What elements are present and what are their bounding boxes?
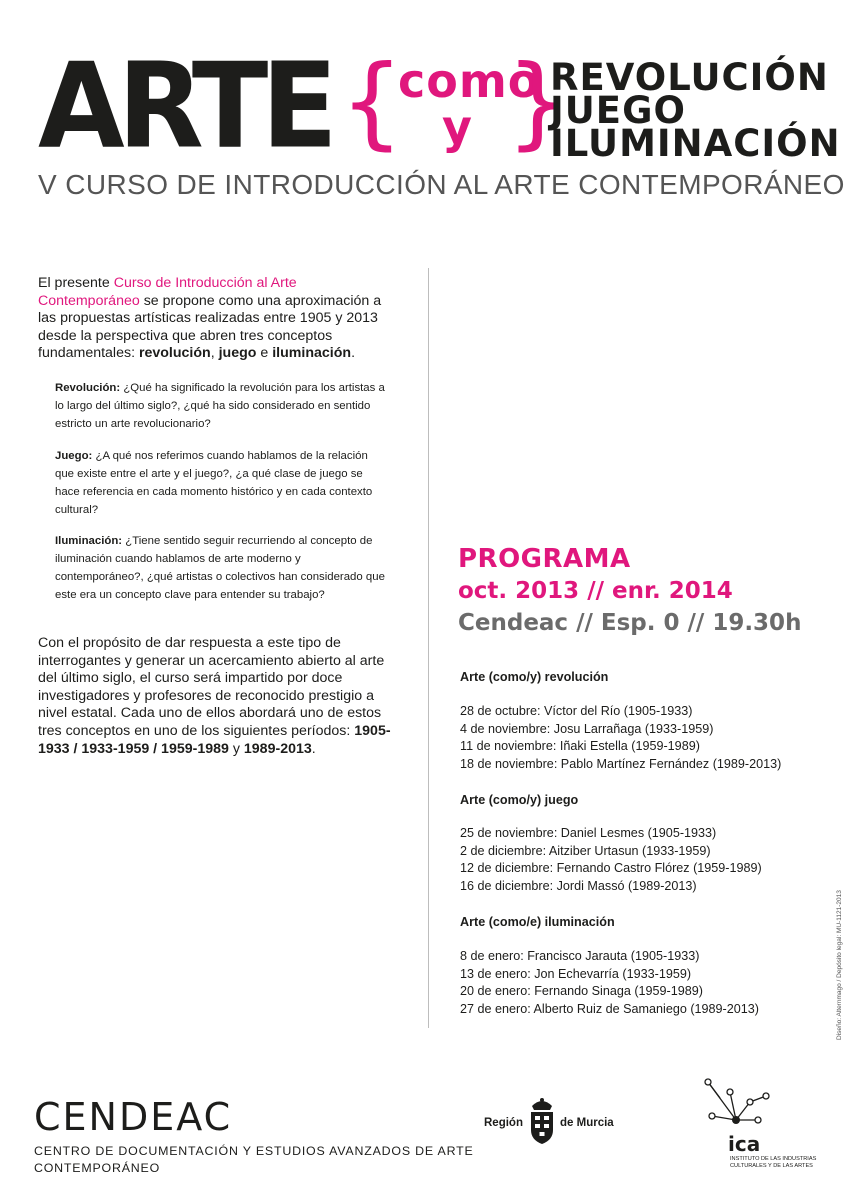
intro-sep: , [210,345,219,362]
cendeac-name-line1: CENTRO DE DOCUMENTACIÓN Y ESTUDIOS AVANZADOS DE ARTE [34,1144,474,1158]
murcia-logo-text-right: de Murcia [560,1117,614,1129]
page-subtitle: V CURSO DE INTRODUCCIÓN AL ARTE CONTEMPORÁNEO [38,169,845,200]
left-brace: { [340,43,404,160]
session-item: 27 de enero: Alberto Ruiz de Samaniego (1989-2013) [460,1001,759,1016]
session-item: 11 de noviembre: Iñaki Estella (1959-1989) [460,739,700,753]
concept-revolucion: REVOLUCIÓN [550,56,829,99]
period-last: 1989-2013 [243,740,312,757]
periods-list: 1905-1933 / 1933-1959 / 1959-1989 [38,722,391,757]
section-title-iluminacion: Arte (como/e) iluminación [460,915,615,929]
design-credit: Diseño: Alternmago / Depósito legal: MU-1121-2013 [836,890,843,1040]
program-venue: Cendeac // Esp. 0 // 19.30h [458,610,802,636]
ica-network-icon [700,1076,772,1136]
closing-end: . [311,740,316,757]
cendeac-name-line2: CONTEMPORÁNEO [34,1161,161,1175]
question-text: ¿Qué ha significado la revolución para los artistas a lo largo del último siglo?, ¿qué ha sido considerado en sentido estricto un arte revolucionario? [55,382,385,430]
concept-iluminacion: ILUMINACIÓN [550,122,841,165]
session-item: 16 de diciembre: Jordi Massó (1989-2013) [460,878,697,893]
session-item: 13 de enero: Jon Echevarría (1933-1959) [460,966,692,981]
question-text: ¿A qué nos referimos cuando hablamos de la relación que existe entre el arte y el juego?, ¿a qué clase de juego se hace referencia en cada momento histórico y en cada contexto cultural? [55,450,373,516]
column-divider [428,268,429,1028]
question-label: Juego: [55,450,93,462]
intro-sep-2: e [256,345,273,362]
intro-text: El presente [38,275,114,291]
question-iluminacion [55,532,385,604]
title-arte: ARTE [38,38,331,176]
ica-subtitle: INSTITUTO DE LAS INDUSTRIAS CULTURALES Y DE LAS ARTES [730,1156,817,1169]
closing-and: y [228,740,244,757]
murcia-shield-icon [526,1096,558,1146]
question-text: ¿Tiene sentido seguir recurriendo al concepto de iluminación cuando hablamos de arte moderno y contemporáneo?, ¿qué artistas o colectivos han considerado que este era un concepto clave para entender su trabajo? [55,535,385,601]
section-title-juego: Arte (como/y) juego [460,793,579,807]
session-item: 18 de noviembre: Pablo Martínez Fernández (1989-2013) [460,756,782,771]
course-name-highlight: Curso de Introducción al Arte Contemporáneo [38,275,297,309]
session-item: 4 de noviembre: Josu Larrañaga (1933-1959) [460,721,714,736]
keyword-iluminacion: iluminación [272,345,352,362]
session-item: 2 de diciembre: Aitziber Urtasun (1933-1959) [460,843,711,858]
question-revolucion [55,379,385,433]
right-brace: } [506,43,570,160]
question-juego [55,447,385,519]
closing-text: Con el propósito de dar respuesta a este tipo de interrogantes y generar un acercamiento abierto al arte del último siglo, el curso será impartido por doce investigadores y profesores de reconocido prestigio a nivel estatal. Cada uno de ellos abordará uno de estos tres conceptos en uno de los siguientes períodos: [38,635,385,739]
cendeac-logo: CENDEAC [34,1095,233,1139]
murcia-logo-text-left: Región [484,1117,523,1129]
section-title-revolucion: Arte (como/y) revolución [460,670,609,684]
session-item: 25 de noviembre: Daniel Lesmes (1905-1933) [460,826,717,840]
closing-paragraph [38,635,398,758]
session-item: 12 de diciembre: Fernando Castro Flórez (1959-1989) [460,861,762,875]
question-label: Iluminación: [55,535,123,547]
ica-logo-text: ica [728,1132,761,1156]
intro-paragraph [38,275,398,363]
session-item: 8 de enero: Francisco Jarauta (1905-1933) [460,949,700,963]
question-label: Revolución: [55,382,121,394]
keyword-juego: juego [218,345,257,362]
session-item: 28 de octubre: Víctor del Río (1905-1933) [460,704,693,718]
program-title: PROGRAMA [458,544,631,574]
program-dates: oct. 2013 // enr. 2014 [458,578,733,604]
keyword-revolucion: revolución [138,345,211,362]
title-y: y [442,100,472,154]
concept-juego: JUEGO [550,89,686,132]
session-item: 20 de enero: Fernando Sinaga (1959-1989) [460,984,703,998]
intro-text-2: se propone como una aproximación a las propuestas artísticas realizadas entre 1905 y 2013 desde la perspectiva que abren tres conceptos fundamentales: [38,292,382,362]
title-como: como [398,54,541,108]
intro-end: . [351,345,356,362]
